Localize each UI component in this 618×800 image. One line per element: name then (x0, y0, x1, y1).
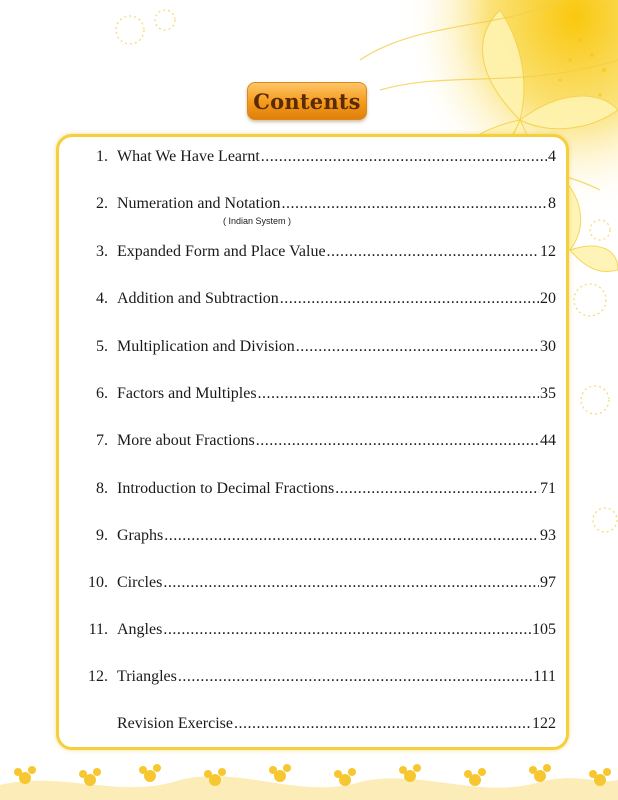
entry-page-number: 4 (548, 148, 556, 165)
entry-page-number: 30 (540, 338, 556, 355)
contents-entry[interactable] (72, 668, 556, 690)
entry-title: More about Fractions (117, 432, 255, 449)
contents-entry[interactable] (72, 338, 556, 360)
entry-page-number: 105 (532, 621, 556, 638)
entry-number: 12. (88, 668, 108, 685)
entry-title: Revision Exercise (117, 715, 233, 732)
entry-title: Angles (117, 621, 163, 638)
entry-title: Addition and Subtraction (117, 290, 279, 307)
dot-leader (234, 715, 531, 733)
entry-page-number: 93 (540, 527, 556, 544)
entry-title: What We Have Learnt (117, 148, 260, 165)
contents-entry[interactable] (72, 621, 556, 643)
dot-leader (261, 148, 547, 166)
contents-entry[interactable] (72, 290, 556, 312)
entry-page-number: 12 (540, 243, 556, 260)
entry-number: 8. (96, 480, 108, 497)
contents-entry[interactable] (72, 527, 556, 549)
entry-title: Graphs (117, 527, 164, 544)
contents-entry[interactable] (72, 385, 556, 407)
contents-entry[interactable] (72, 574, 556, 596)
contents-entry[interactable] (72, 480, 556, 502)
dot-leader (164, 527, 539, 545)
entry-title: Factors and Multiples (117, 385, 257, 402)
entry-title: Numeration and Notation (117, 195, 281, 212)
dot-leader (178, 668, 532, 686)
entry-page-number: 111 (533, 668, 556, 685)
entry-page-number: 122 (532, 715, 556, 732)
entry-number: 5. (96, 338, 108, 355)
entry-number: 7. (96, 432, 108, 449)
entry-page-number: 35 (540, 385, 556, 402)
entry-title: Expanded Form and Place Value (117, 243, 326, 260)
dot-leader (327, 243, 539, 261)
contents-entry[interactable] (72, 195, 556, 217)
entry-page-number: 97 (540, 574, 556, 591)
dot-leader (258, 385, 539, 403)
entry-page-number: 44 (540, 432, 556, 449)
contents-entry[interactable] (72, 715, 556, 737)
dot-leader (335, 480, 539, 498)
entry-page-number: 8 (548, 195, 556, 212)
entry-number: 10. (88, 574, 108, 591)
entry-title: Circles (117, 574, 163, 591)
entry-number: 3. (96, 243, 108, 260)
dot-leader (256, 432, 539, 450)
dot-leader (163, 574, 539, 592)
entry-number: 1. (96, 148, 108, 165)
page-title: Contents (253, 88, 361, 114)
entry-title: Triangles (117, 668, 177, 685)
entry-number: 11. (88, 621, 108, 638)
entry-title: Multiplication and Division (117, 338, 295, 355)
dot-leader (282, 195, 547, 213)
entry-page-number: 20 (540, 290, 556, 307)
entry-number: 4. (96, 290, 108, 307)
entry-subtitle: ( Indian System ) (223, 216, 292, 226)
contents-heading-badge (247, 82, 367, 120)
entry-number: 9. (96, 527, 108, 544)
contents-entry[interactable] (72, 243, 556, 265)
entry-number: 6. (96, 385, 108, 402)
dot-leader (163, 621, 531, 639)
dot-leader (296, 338, 539, 356)
bottom-floral-border (0, 764, 618, 800)
entry-title: Introduction to Decimal Fractions (117, 480, 335, 497)
contents-entry[interactable] (72, 148, 556, 170)
dot-leader (280, 290, 539, 308)
contents-entry[interactable] (72, 432, 556, 454)
entry-number: 2. (96, 195, 108, 212)
entry-page-number: 71 (540, 480, 556, 497)
